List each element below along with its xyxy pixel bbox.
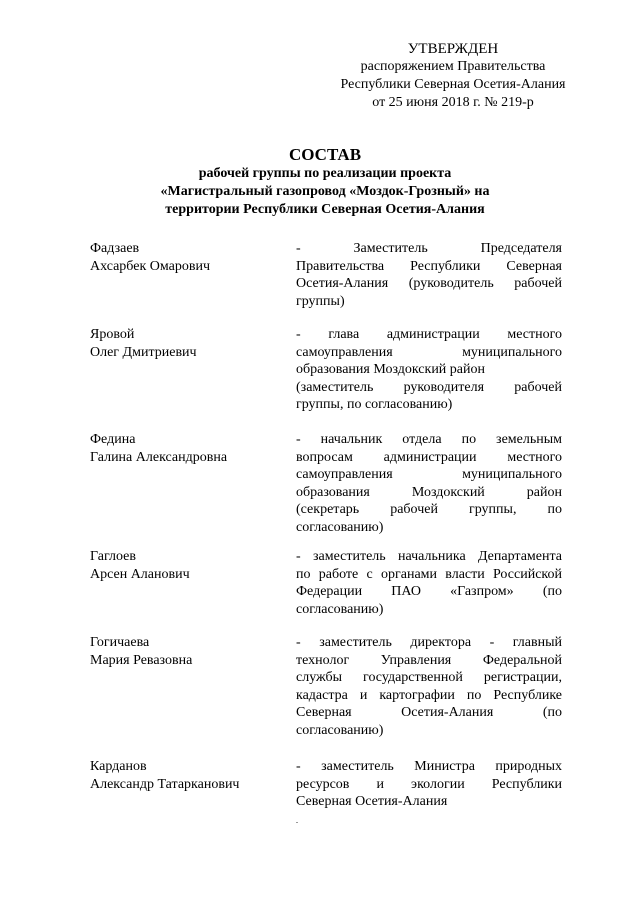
- member-given-names: Олег Дмитриевич: [90, 344, 197, 360]
- member-surname: Карданов: [90, 759, 147, 774]
- role-line: - Заместитель Председателя: [296, 241, 562, 256]
- role-line: образования Моздокский район: [296, 362, 485, 378]
- role-line: группы, по согласованию): [296, 397, 453, 413]
- role-line: согласованию): [296, 601, 384, 617]
- role-line: - начальник отдела по земельным: [296, 432, 562, 447]
- member-role: [296, 758, 562, 811]
- member-name: [90, 758, 290, 793]
- title-heading: СОСТАВ: [288, 145, 362, 164]
- role-line: службы государственной регистрации,: [296, 670, 562, 686]
- member-given-names: Мария Ревазовна: [90, 652, 193, 668]
- role-line: Северная Осетия-Алания (по: [296, 705, 562, 721]
- role-line: - заместитель начальника Департамента: [296, 549, 562, 564]
- member-name: [90, 240, 290, 275]
- member-surname: Гогичаева: [90, 635, 150, 650]
- role-line: - заместитель Министра природных: [296, 759, 562, 774]
- approval-date: от 25 июня 2018 г. № 219-р: [372, 95, 534, 110]
- member-surname: Гаглоев: [90, 549, 136, 564]
- role-line: Федерации ПАО «Газпром» (по: [296, 584, 562, 600]
- member-surname: Федина: [90, 432, 136, 447]
- role-line: (секретарь рабочей группы, по: [296, 502, 562, 518]
- role-line: Правительства Республики Северная: [296, 258, 562, 274]
- role-line: - глава администрации местного: [296, 327, 562, 342]
- member-surname: Фадзаев: [90, 241, 140, 256]
- member-role: [296, 431, 562, 537]
- member-role: [296, 634, 562, 740]
- member-role: [296, 326, 562, 414]
- approval-heading: УТВЕРЖДЕН: [407, 41, 499, 57]
- title-line-3: территории Республики Северная Осетия-Алания: [165, 202, 485, 217]
- approval-stamp: [318, 40, 588, 112]
- member-name: [90, 326, 290, 361]
- role-line: самоуправления муниципального: [296, 344, 562, 360]
- member-role: [296, 240, 562, 310]
- title-line-1: рабочей группы по реализации проекта: [198, 166, 452, 181]
- role-line: ресурсов и экологии Республики: [296, 776, 562, 792]
- member-given-names: Ахсарбек Омарович: [90, 258, 210, 274]
- member-given-names: Галина Александровна: [90, 449, 228, 465]
- role-line: кадастра и картографии по Республике: [296, 687, 562, 703]
- role-line: согласованию): [296, 722, 384, 738]
- member-surname: Яровой: [90, 327, 135, 342]
- role-line: по работе с органами власти Российской: [296, 566, 562, 582]
- approval-order: распоряжением Правительства: [360, 59, 546, 74]
- document-title: [90, 145, 560, 219]
- role-line: технолог Управления Федеральной: [296, 652, 562, 668]
- member-name: [90, 431, 290, 466]
- member-name: [90, 548, 290, 583]
- scan-speck: [296, 822, 298, 823]
- member-name: [90, 634, 290, 669]
- role-line: вопросам администрации местного: [296, 449, 562, 465]
- role-line: образования Моздокский район: [296, 484, 562, 500]
- member-role: [296, 548, 562, 618]
- role-line: - заместитель директора - главный: [296, 635, 562, 650]
- role-line: группы): [296, 293, 345, 309]
- role-line: самоуправления муниципального: [296, 467, 562, 483]
- role-line: Осетия-Алания (руководитель рабочей: [296, 276, 562, 292]
- role-line: (заместитель руководителя рабочей: [296, 379, 562, 395]
- title-line-2: «Магистральный газопровод «Моздок-Грозный» на: [160, 184, 490, 199]
- member-given-names: Александр Татарканович: [90, 776, 240, 792]
- approval-government: Республики Северная Осетия-Алания: [340, 77, 566, 92]
- role-line: согласованию): [296, 519, 384, 535]
- member-given-names: Арсен Аланович: [90, 566, 190, 582]
- role-line: Северная Осетия-Алания: [296, 794, 448, 810]
